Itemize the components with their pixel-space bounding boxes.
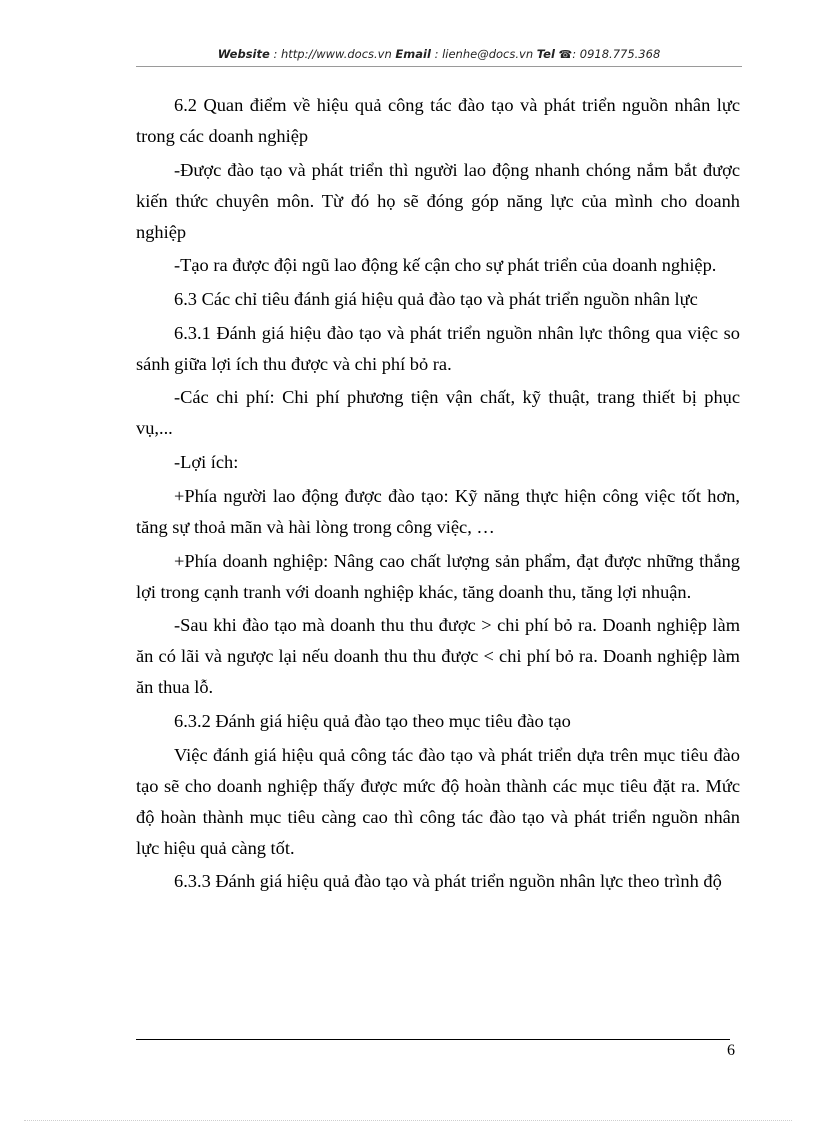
paragraph: +Phía người lao động được đào tạo: Kỹ năng thực hiện công việc tốt hơn, tăng sự thoả mãn và hài lòng trong công việc, …	[136, 485, 740, 537]
paragraph: 6.3 Các chỉ tiêu đánh giá hiệu quả đào tạo và phát triển nguồn nhân lực	[174, 289, 698, 310]
email-address[interactable]: : lienhe@docs.vn	[434, 47, 534, 61]
paragraph: -Lợi ích:	[174, 452, 239, 473]
footer-divider	[136, 1039, 730, 1040]
page-number: 6	[727, 1042, 735, 1059]
phone-icon: ☎	[558, 48, 573, 61]
paragraph: -Tạo ra được đội ngũ lao động kế cận cho sự phát triển của doanh nghiệp.	[174, 255, 717, 276]
paragraph: 6.3.1 Đánh giá hiệu đào tạo và phát triển nguồn nhân lực thông qua việc so sánh giữa lợi ích thu được và chi phí bỏ ra.	[136, 322, 740, 374]
tel-label: Tel	[536, 47, 555, 61]
document-body	[136, 90, 740, 900]
email-label: Email	[395, 47, 431, 61]
website-url[interactable]: : http://www.docs.vn	[273, 47, 392, 61]
paragraph: -Các chi phí: Chi phí phương tiện vận chất, kỹ thuật, trang thiết bị phục vụ,...	[136, 387, 740, 439]
page-bottom-border	[24, 1120, 792, 1121]
paragraph: 6.3.2 Đánh giá hiệu quả đào tạo theo mục tiêu đào tạo	[174, 710, 571, 731]
website-label: Website	[217, 47, 270, 61]
page-header	[136, 44, 742, 67]
paragraph: 6.3.3 Đánh giá hiệu quả đào tạo và phát triển nguồn nhân lực theo trình độ	[174, 871, 722, 892]
paragraph: -Được đào tạo và phát triển thì người lao động nhanh chóng nắm bắt được kiến thức chuyên môn. Từ đó họ sẽ đóng góp năng lực của mình cho doanh nghiệp	[136, 159, 740, 242]
paragraph: +Phía doanh nghiệp: Nâng cao chất lượng sản phẩm, đạt được những thắng lợi trong cạnh tranh với doanh nghiệp khác, tăng doanh thu, tăng lợi nhuận.	[136, 550, 740, 602]
paragraph: -Sau khi đào tạo mà doanh thu thu được > chi phí bỏ ra. Doanh nghiệp làm ăn có lãi và ngược lại nếu doanh thu thu được < chi phí bỏ ra. Doanh nghiệp làm ăn thua lỗ.	[136, 615, 740, 698]
paragraph: Việc đánh giá hiệu quả công tác đào tạo và phát triển dựa trên mục tiêu đào tạo sẽ cho doanh nghiệp thấy được mức độ hoàn thành các mục tiêu đặt ra. Mức độ hoàn thành mục tiêu càng cao thì công tác đào tạo và phát triển nguồn nhân lực hiệu quả càng tốt.	[136, 744, 740, 858]
tel-number: : 0918.775.368	[572, 47, 661, 61]
paragraph: 6.2 Quan điểm về hiệu quả công tác đào tạo và phát triển nguồn nhân lực trong các doanh nghiệp	[136, 95, 740, 146]
